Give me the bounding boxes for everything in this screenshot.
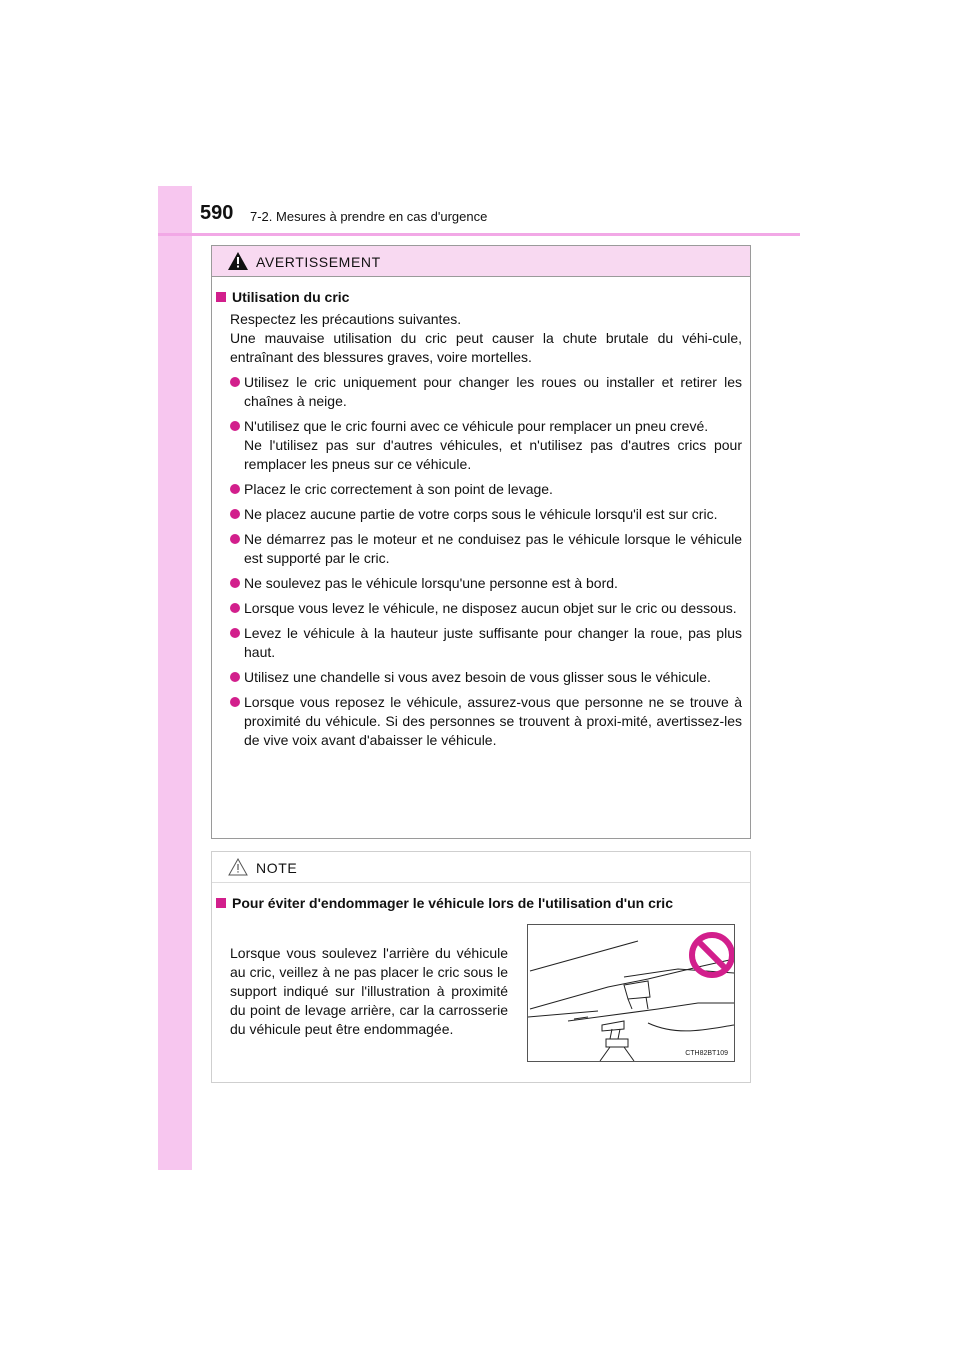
header-rule: [158, 233, 800, 236]
warning-bullet: Ne démarrez pas le moteur et ne conduisez pas le véhicule lorsque le véhicule est supporté par le cric.: [244, 530, 742, 568]
caution-triangle-icon: [228, 858, 248, 876]
bullet-dot-icon: [230, 697, 240, 707]
warning-bullet: Utilisez le cric uniquement pour changer les roues ou installer et retirer les chaînes à neige.: [244, 373, 742, 411]
warning-intro-2: Une mauvaise utilisation du cric peut causer la chute brutale du véhi-cule, entraînant des blessures graves, voire mortelles.: [230, 330, 742, 365]
bullet-dot-icon: [230, 534, 240, 544]
bullet-dot-icon: [230, 484, 240, 494]
warning-header: [212, 246, 750, 277]
square-bullet-icon: [216, 898, 226, 908]
warning-bullet: Levez le véhicule à la hauteur juste suffisante pour changer la roue, pas plus haut.: [244, 624, 742, 662]
bullet-dot-icon: [230, 509, 240, 519]
warning-heading: Utilisation du cric: [232, 289, 350, 305]
bullet-dot-icon: [230, 672, 240, 682]
note-content: [212, 894, 750, 913]
square-bullet-icon: [216, 292, 226, 302]
warning-bullet: Ne soulevez pas le véhicule lorsqu'une personne est à bord.: [244, 574, 742, 593]
warning-title: AVERTISSEMENT: [256, 254, 381, 270]
warning-content: [212, 288, 750, 750]
bullet-dot-icon: [230, 578, 240, 588]
note-heading-row: [214, 894, 750, 913]
section-title: 7-2. Mesures à prendre en cas d'urgence: [250, 209, 488, 224]
warning-bullet: N'utilisez que le cric fourni avec ce véhicule pour remplacer un pneu crevé. Ne l'utilisez pas sur d'autres véhicules, et n'utilisez pas d'autres crics pour remplacer les pneus sur ce véhicule.: [244, 417, 742, 474]
warning-bullet-extra: Ne l'utilisez pas sur d'autres véhicules, et n'utilisez pas d'autres crics pour remplacer les pneus sur ce véhicule.: [244, 437, 742, 472]
jack-illustration: [527, 924, 735, 1062]
bullet-dot-icon: [230, 628, 240, 638]
warning-triangle-icon: [228, 252, 248, 270]
warning-bullet: Lorsque vous reposez le véhicule, assurez-vous que personne ne se trouve à proximité du véhicule. Si des personnes se trouvent à proxi-mité, avertissez-les de vive voix avant d'abaisser le véhicule.: [244, 693, 742, 750]
illustration-code: CTH82BT109: [685, 1050, 728, 1057]
warning-box: [211, 245, 751, 839]
note-header: [212, 852, 750, 883]
note-heading: Pour éviter d'endommager le véhicule lors de l'utilisation d'un cric: [232, 895, 673, 911]
side-tab-band: [158, 186, 192, 1170]
page-number: 590: [200, 202, 234, 224]
note-text: Lorsque vous soulevez l'arrière du véhicule au cric, veillez à ne pas placer le cric sous le support indiqué sur l'illustration à proximité du point de levage arrière, car la carrosserie du véhicule peut être endommagée.: [230, 945, 508, 1037]
warning-bullet: Ne placez aucune partie de votre corps sous le véhicule lorsqu'il est sur cric.: [244, 505, 742, 524]
jack-diagram: [528, 925, 734, 1061]
prohibition-icon: [692, 935, 732, 975]
warning-bullet: Utilisez une chandelle si vous avez besoin de vous glisser sous le véhicule.: [244, 668, 742, 687]
warning-intro: Respectez les précautions suivantes.: [230, 311, 462, 327]
warning-bullet: Placez le cric correctement à son point de levage.: [244, 480, 742, 499]
note-title: NOTE: [256, 860, 298, 876]
bullet-dot-icon: [230, 421, 240, 431]
note-box: [211, 851, 751, 1083]
bullet-dot-icon: [230, 377, 240, 387]
bullet-dot-icon: [230, 603, 240, 613]
warning-bullet: Lorsque vous levez le véhicule, ne disposez aucun objet sur le cric ou dessous.: [244, 599, 742, 618]
warning-heading-row: [214, 288, 750, 307]
